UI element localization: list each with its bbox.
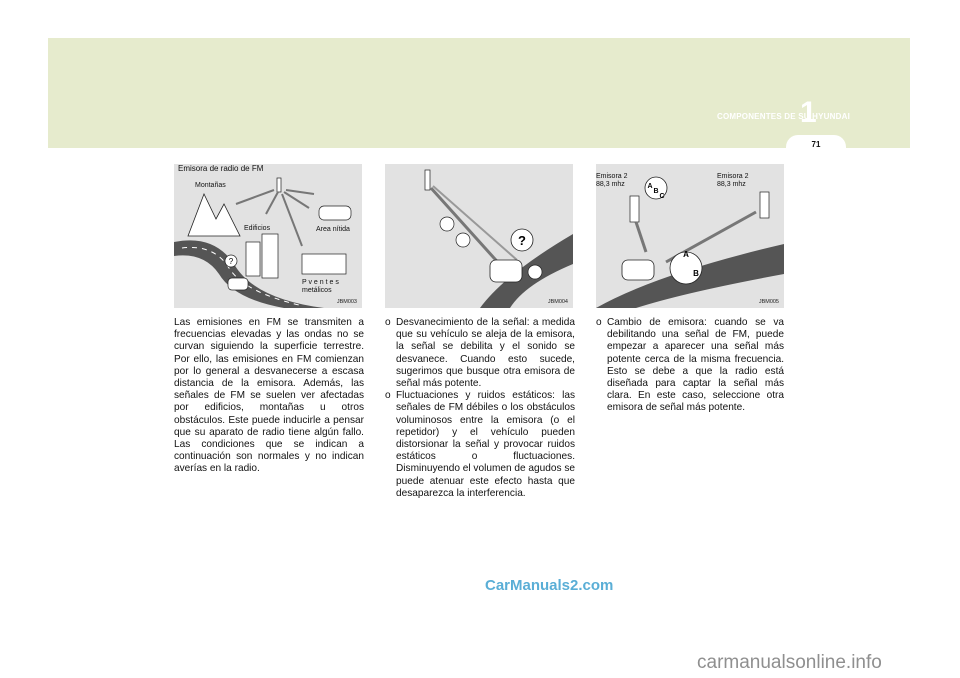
- watermark-carmanuals2[interactable]: CarManuals2.com: [485, 577, 614, 594]
- header-band: [48, 38, 910, 148]
- car: [490, 260, 522, 282]
- car: [228, 278, 248, 290]
- figure-fm-propagation: [174, 164, 362, 308]
- radio-tower: [277, 178, 281, 192]
- figure-code: JBM003: [336, 299, 357, 305]
- signal-issues-column: [385, 317, 575, 500]
- question-mark: ?: [228, 257, 234, 266]
- list-item: [596, 317, 784, 415]
- letter-a: A: [683, 250, 689, 259]
- tree: [528, 265, 542, 279]
- figure-station-change: [596, 164, 784, 308]
- mountains: [188, 194, 240, 236]
- tree: [440, 217, 454, 231]
- station-change-column: [596, 317, 784, 415]
- radio-tower: [425, 170, 430, 190]
- metal-bridge: [302, 254, 346, 274]
- signal-fading-illustration: [385, 164, 573, 308]
- car: [622, 260, 654, 280]
- left-station-label-line2: 88,3 mhz: [596, 181, 625, 188]
- chapter-title: COMPONENTES DE SU HYUNDAI: [716, 112, 850, 121]
- signal-arrow: [236, 190, 274, 204]
- figure-code: JBM004: [547, 299, 568, 305]
- page-number: 71: [811, 140, 821, 149]
- right-station-label-line2: 88,3 mhz: [717, 181, 746, 188]
- fading-text: Desvanecimiento de la señal: a medida que su vehículo se aleja de la emisora, la señal se debilita y el sonido se desvanece. Cuando esto sucede, sugerimos que busque otra emisora de señal más potente.: [396, 317, 575, 390]
- left-station-label-line1: Emisora 2: [596, 173, 628, 180]
- signal-arrow: [286, 190, 314, 194]
- clear-area-label: Area nítida: [316, 226, 350, 233]
- letter-b: B: [693, 269, 699, 278]
- bullet-marker: o: [596, 317, 602, 328]
- letter-a: A: [647, 183, 653, 190]
- building: [262, 234, 278, 278]
- radio-tower-left: [630, 196, 639, 222]
- signal-arrow: [266, 192, 278, 214]
- signal-arrow: [284, 192, 309, 208]
- static-text: Fluctuaciones y ruidos estáticos: las señales de FM débiles o los obstáculos voluminosos entre la emisora (o el repetidor) y el vehículo pueden distorsionar la señal y provocar ruidos estáticos o fluctuaciones. Disminuyendo el volumen de agudos se puede atenuar este efecto hasta que desaparezca la interferencia.: [396, 390, 575, 499]
- bridges-label-line1: P v e n t e s: [302, 279, 339, 286]
- station-label: Emisora de radio de FM: [178, 164, 264, 173]
- bridges-label-line2: metálicos: [302, 287, 332, 294]
- list-item: [385, 317, 575, 390]
- station-change-text: Cambio de emisora: cuando se va debilitando una señal de FM, puede empezar a aparecer una señal más potente cerca de la misma frecuencia. Esto se debe a que la radio está diseñada para captar la señal más clara. En este caso, seleccione otra emisora de señal más potente.: [607, 317, 784, 414]
- bullet-marker: o: [385, 317, 391, 328]
- figure-signal-fading: [385, 164, 573, 308]
- letter-c: C: [659, 193, 665, 200]
- radio-tower-right: [760, 192, 769, 218]
- building: [246, 242, 260, 276]
- figure-code: JBM005: [758, 299, 779, 305]
- bullet-marker: o: [385, 390, 391, 402]
- clear-area-car: [319, 206, 351, 220]
- buildings-label: Edificios: [244, 225, 271, 232]
- right-station-label-line1: Emisora 2: [717, 173, 749, 180]
- signal-beam-left: [636, 222, 646, 252]
- chapter-number: 1: [800, 96, 817, 129]
- watermark-carmanualsonline[interactable]: carmanualsonline.info: [697, 652, 882, 673]
- fm-intro-paragraph: Las emisiones en FM se transmiten a frecuencias elevadas y las ondas no se curvan siguiendo la superficie terrestre. Por ello, las emisiones en FM comienzan por lo general a desvanecerse a escasa distancia de la emisora. Además, las señales de FM se suelen ver afectadas por edificios, montañas u otros obstáculos. Este puede inducirle a pensar que su aparato de radio tiene algún fallo. Las condiciones que se indican a continuación son normales y no indican averías en la radio.: [174, 317, 364, 475]
- mountains-label: Montañas: [195, 182, 226, 189]
- letter-b: B: [653, 188, 659, 195]
- question-mark: ?: [518, 233, 526, 248]
- fm-intro-column: [174, 317, 364, 476]
- tree: [456, 233, 470, 247]
- list-item: [385, 390, 575, 500]
